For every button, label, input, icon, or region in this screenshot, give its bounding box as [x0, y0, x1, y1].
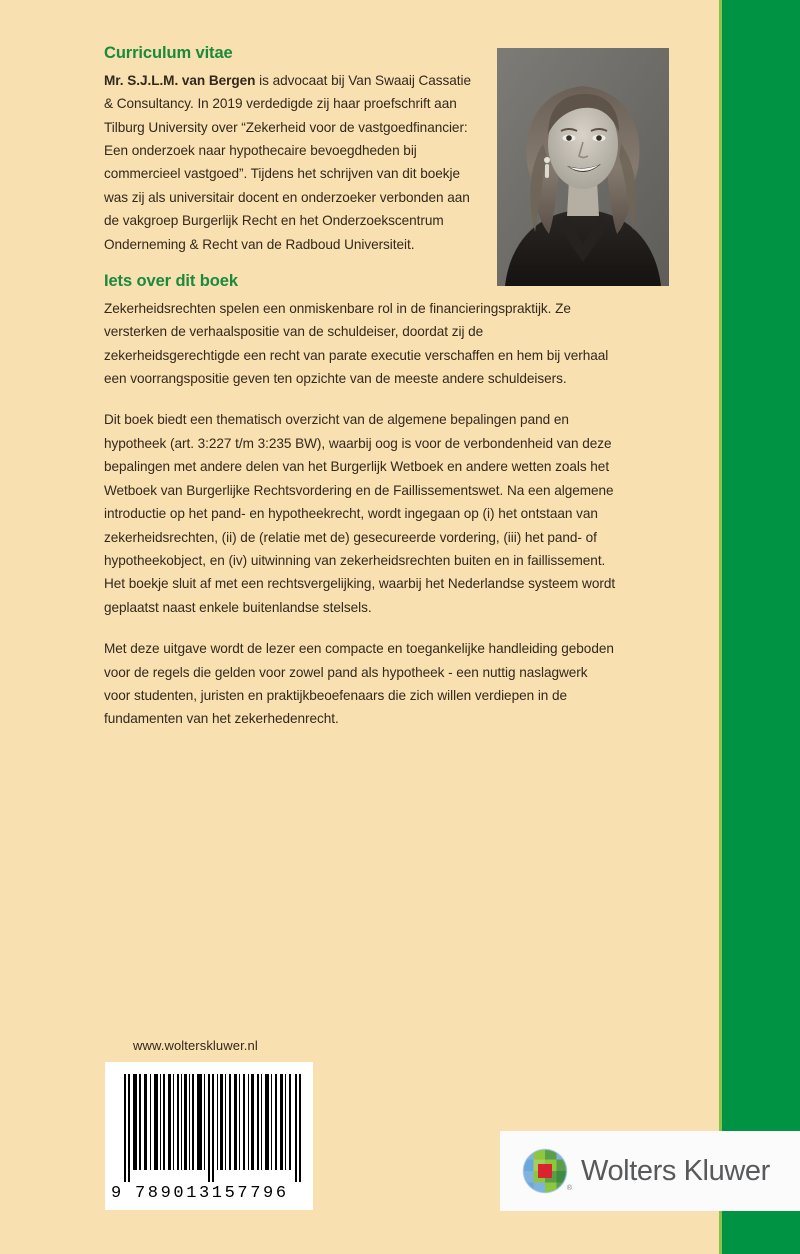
isbn-lead-digit: 9	[111, 1183, 122, 1203]
about-book-paragraph-1: Zekerheidsrechten spelen een onmiskenbare rol in de financieringspraktijk. Ze versterken de verhaalspositie van de schuldeiser, doordat zij de zekerheidsgerechtigde een recht van parate executie verschaffen en hem bij verhaal een voorrangspositie geven ten opzichte van de meeste andere schuldeisers.	[104, 300, 609, 387]
wolters-kluwer-globe-icon	[522, 1148, 572, 1194]
author-name: Mr. S.J.L.M. van Bergen	[104, 72, 256, 88]
curriculum-vitae-text	[104, 69, 478, 256]
author-bio: is advocaat bij Van Swaaij Cassatie & Consultancy. In 2019 verdedigde zij haar proefschrift aan Tilburg University over “Zekerheid voor de vastgoedfinancier: Een onderzoek naar hypothecaire bevoegdheden bij commercieel vastgoed”. Tijdens het schrijven van dit boekje was zij als universitair docent en onderzoeker verbonden aan de vakgroep Burgerlijk Recht en het Onderzoekscentrum Onderneming & Recht van de Radboud Universiteit.	[104, 72, 472, 252]
publisher-logo-box	[500, 1131, 800, 1211]
registered-trademark-mark: ®	[566, 1185, 572, 1192]
section-spacer	[104, 256, 616, 272]
publisher-website-url: www.wolterskluwer.nl	[133, 1038, 258, 1053]
barcode-bars	[124, 1074, 302, 1182]
cover-text-content	[104, 44, 616, 731]
spine-green-panel	[722, 0, 800, 1254]
curriculum-vitae-section	[104, 44, 478, 256]
about-book-paragraph-2: Dit boek biedt een thematisch overzicht van de algemene bepalingen pand en hypotheek (art. 3:227 t/m 3:235 BW), waarbij oog is voor de verbondenheid van deze bepalingen met andere delen van het Burgerlijk Wetboek en andere wetten zoals het Wetboek van Burgerlijke Rechtsvordering en de Faillissementswet. Na een algemene introductie op het pand- en hypotheekrecht, wordt ingegaan op (i) het ontstaan van zekerheidsrechten, (ii) de (relatie met de) gesecureerde vordering, (iii) het pand- of hypotheekobject, en (iv) uitwinning van zekerheidsrechten buiten en in faillissement. Het boekje sluit af met een rechtsvergelijking, waarbij het Nederlandse systeem wordt geplaatst naast enkele buitenlandse stelsels.	[104, 412, 616, 615]
about-book-section	[104, 272, 616, 731]
isbn-number: 789013157796	[135, 1183, 289, 1203]
about-book-paragraph-3: Met deze uitgave wordt de lezer een compacte en toegankelijke handleiding geboden voor de regels die gelden voor zowel pand als hypotheek - een nuttig naslagwerk voor studenten, juristen en praktijkbeoefenaars die zich willen verdiepen in de fundamenten van het zekerhedenrecht.	[104, 641, 614, 727]
about-book-heading: Iets over dit boek	[104, 272, 238, 291]
isbn-barcode	[105, 1062, 313, 1210]
publisher-name: Wolters Kluwer	[581, 1154, 770, 1187]
barcode-digits-row	[105, 1180, 313, 1206]
curriculum-vitae-heading: Curriculum vitae	[104, 44, 233, 62]
